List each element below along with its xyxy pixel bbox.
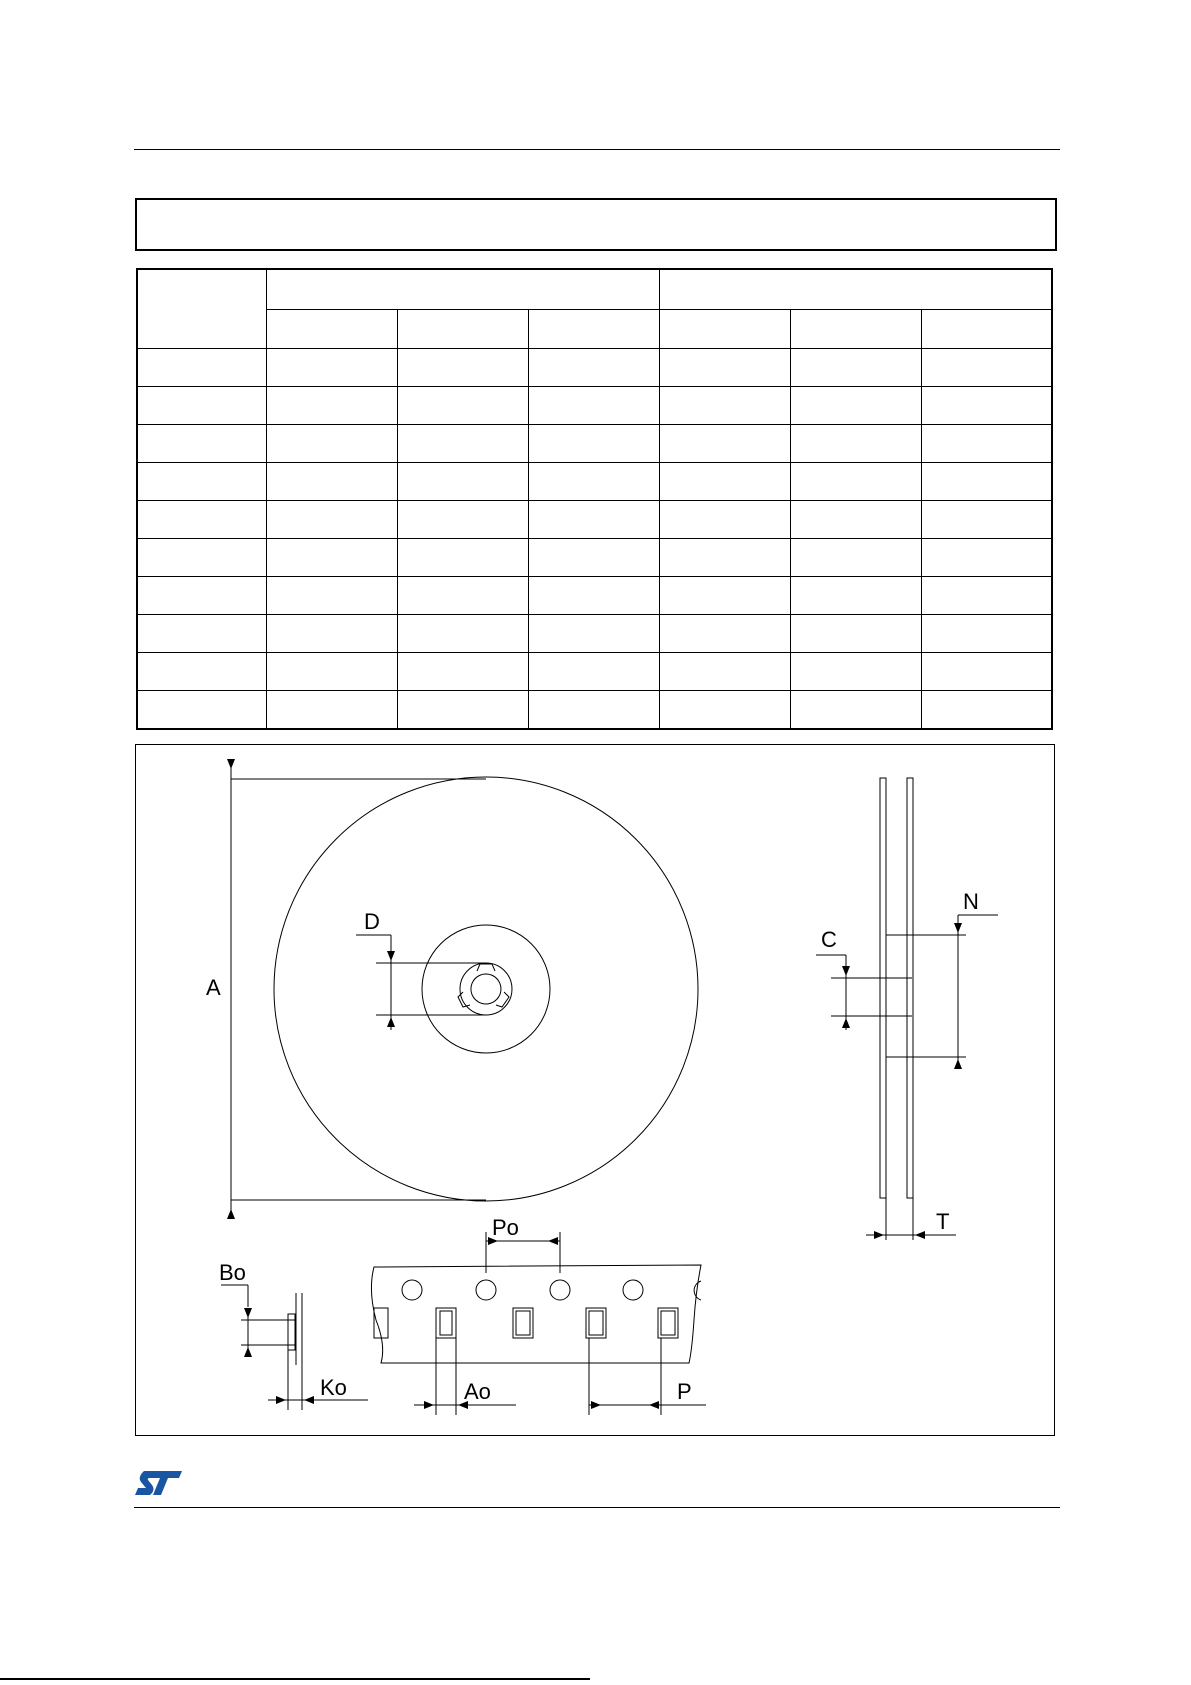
dimension-label-d: D	[364, 909, 380, 934]
dimension-label-ao: Ao	[464, 1379, 491, 1404]
reel-dimension-drawing	[135, 744, 1055, 1436]
tape-side-arrows	[244, 1308, 314, 1404]
dimension-label-a: A	[206, 975, 221, 1000]
header-rule	[134, 149, 1060, 150]
reel-front-view	[231, 761, 698, 1217]
st-logo	[134, 1469, 184, 1502]
header-cell-group-2	[659, 269, 1052, 310]
header-cell-group-1	[266, 269, 659, 310]
subheader-cell	[397, 310, 528, 349]
subheader-cell	[528, 310, 659, 349]
table-row	[137, 539, 1052, 577]
header-cell-dimension	[137, 269, 266, 349]
spec-table	[136, 268, 1053, 730]
subheader-cell	[266, 310, 397, 349]
dimension-label-p: P	[677, 1379, 692, 1404]
reel-side-view	[816, 778, 998, 1240]
table-row	[137, 577, 1052, 615]
subheader-cell	[790, 310, 921, 349]
table-title-box	[135, 198, 1057, 251]
side-view-arrows	[842, 923, 962, 1239]
dimension-label-ko: Ko	[320, 1375, 347, 1400]
subheader-cell	[659, 310, 790, 349]
table-row	[137, 501, 1052, 539]
dimension-label-bo: Bo	[219, 1260, 246, 1285]
reel-arrows	[227, 759, 395, 1219]
dimension-label-n: N	[963, 889, 979, 914]
table-row	[137, 387, 1052, 425]
table-row	[137, 425, 1052, 463]
footer-rule	[134, 1507, 1060, 1508]
carrier-tape-arrows	[424, 1237, 659, 1409]
table-row	[137, 349, 1052, 387]
dimension-label-t: T	[936, 1209, 950, 1234]
table-row	[137, 691, 1052, 730]
carrier-tape-view	[371, 1232, 706, 1415]
cropped-footer-line	[0, 1678, 590, 1680]
dimension-label-c: C	[821, 927, 837, 952]
table-row	[137, 653, 1052, 691]
subheader-cell	[921, 310, 1052, 349]
table-row	[137, 463, 1052, 501]
dimension-label-po: Po	[492, 1215, 519, 1240]
table-row	[137, 615, 1052, 653]
